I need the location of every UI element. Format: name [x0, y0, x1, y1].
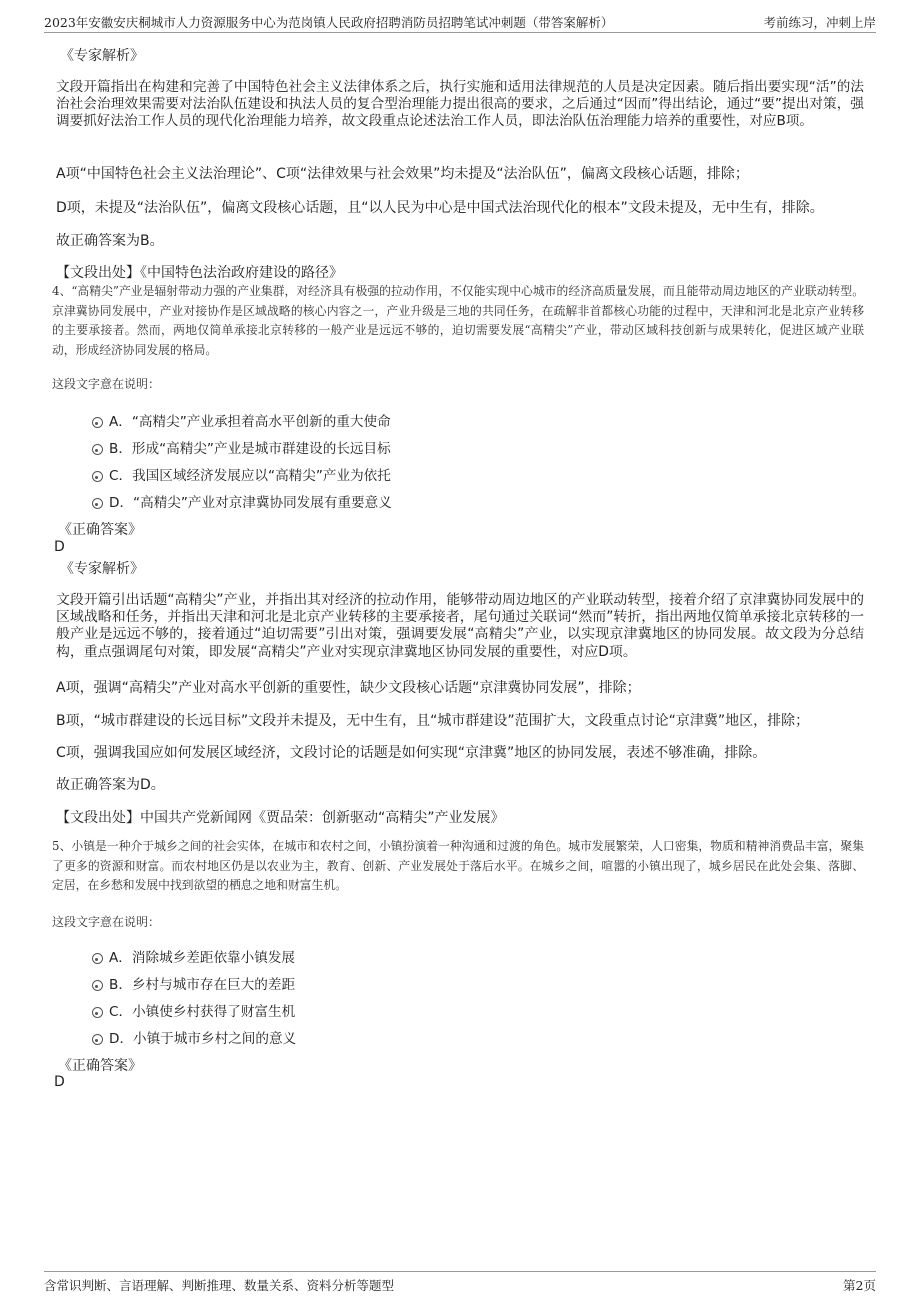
option-label: D．“高精尖”产业对京津冀协同发展有重要意义 — [109, 495, 392, 511]
q4-answer-label: 《正确答案》 — [58, 522, 142, 538]
option-label: C．我国区域经济发展应以“高精尖”产业为依托 — [109, 468, 391, 484]
q5-option-b[interactable] — [92, 973, 295, 995]
q5-answer-label: 《正确答案》 — [58, 1058, 142, 1074]
q4-c-explanation: C项，强调我国应如何发展区域经济，文段讨论的话题是如何实现“京津冀”地区的协同发展，表述不够准确，排除。 — [56, 745, 767, 761]
q4-option-c[interactable] — [92, 464, 391, 486]
option-label: B．形成“高精尖”产业是城市群建设的长远目标 — [109, 441, 391, 457]
q4-analysis-label: 《专家解析》 — [60, 561, 144, 577]
page-header — [44, 10, 876, 33]
q3-d-explanation: D项，未提及“法治队伍”，偏离文段核心话题，且“以人民为中心是中国式法治现代化的根本”文段未提及，无中生有，排除。 — [56, 200, 824, 216]
q4-answer: D — [54, 539, 65, 555]
radio-icon[interactable] — [92, 498, 103, 509]
page-footer — [44, 1271, 876, 1294]
option-label: C．小镇使乡村获得了财富生机 — [109, 1004, 296, 1020]
q3-source: 【文段出处】《中国特色法治政府建设的路径》 — [56, 265, 343, 281]
radio-icon[interactable] — [92, 1034, 103, 1045]
radio-icon[interactable] — [92, 444, 103, 455]
page-number: 第2页 — [843, 1278, 876, 1293]
radio-icon[interactable] — [92, 471, 103, 482]
q5-option-d[interactable] — [92, 1027, 296, 1049]
q4-passage: 4、“高精尖”产业是辐射带动力强的产业集群，对经济具有极强的拉动作用，不仅能实现中心城市的经济高质量发展，而且能带动周边地区的产业联动转型。京津冀协同发展中，产业对接协作是区域战略的核心内容之一，产业升级是三地的共同任务，在疏解非首都核心功能的过程中，天津和河北是北京产业转移的主要承接者。然而，两地仅简单承接北京转移的一般产业是远远不够的，迫切需要发展“高精尖”产业，带动区域科技创新与成果转化，促进区域产业联动，形成经济协同发展的格局。 — [52, 284, 864, 358]
option-label: A．“高精尖”产业承担着高水平创新的重大使命 — [109, 414, 391, 430]
radio-icon[interactable] — [92, 417, 103, 428]
q4-question: 这段文字意在说明： — [52, 377, 161, 391]
q3-analysis: 文段开篇指出在构建和完善了中国特色社会主义法律体系之后，执行实施和适用法律规范的人员是决定因素。随后指出要实现“活”的法治社会治理效果需要对法治队伍建设和执法人员的复合型治理能力提出很高的要求，之后通过“因而”得出结论，通过“要”提出对策，强调要抓好法治工作人员的现代化治理能力培养，故文段重点论述法治工作人员，即法治队伍治理能力培养的重要性，对应B项。 — [56, 79, 864, 130]
radio-icon[interactable] — [92, 953, 103, 964]
footer-topics: 含常识判断、言语理解、判断推理、数量关系、资料分析等题型 — [44, 1278, 395, 1293]
q4-conclusion: 故正确答案为D。 — [56, 777, 165, 793]
q5-answer: D — [54, 1074, 65, 1090]
q5-passage: 5、小镇是一种介于城乡之间的社会实体，在城市和农村之间，小镇扮演着一种沟通和过渡的角色。城市发展繁荣，人口密集，物质和精神消费品丰富，聚集了更多的资源和财富。而农村地区仍是以农业为主，教育、创新、产业发展处于落后水平。在城乡之间，喧嚣的小镇出现了，城乡居民在此处会集、落脚、定居，在乡愁和发展中找到欲望的栖息之地和财富生机。 — [52, 839, 864, 893]
q5-option-c[interactable] — [92, 1000, 295, 1022]
q4-option-a[interactable] — [92, 410, 391, 432]
option-label: A．消除城乡差距依靠小镇发展 — [109, 950, 296, 966]
q3-analysis-label: 《专家解析》 — [60, 48, 144, 64]
q3-ac-explanation: A项“中国特色社会主义法治理论”、C项“法律效果与社会效果”均未提及“法治队伍”，偏离文段核心话题，排除； — [56, 166, 749, 182]
radio-icon[interactable] — [92, 1007, 103, 1018]
q4-a-explanation: A项，强调“高精尖”产业对高水平创新的重要性，缺少文段核心话题“京津冀协同发展”，排除； — [56, 680, 641, 696]
option-label: B．乡村与城市存在巨大的差距 — [109, 977, 296, 993]
q4-analysis: 文段开篇引出话题“高精尖”产业，并指出其对经济的拉动作用，能够带动周边地区的产业联动转型，接着介绍了京津冀协同发展中的区域战略和任务，并指出天津和河北是北京产业转移的主要承接者，尾句通过关联词“然而”转折，指出两地仅简单承接北京转移的一般产业是远远不够的，接着通过“迫切需要”引出对策，强调要发展“高精尖”产业，以实现京津冀地区的协同发展。故文段为分总结构，重点强调尾句对策，即发展“高精尖”产业对实现京津冀地区协同发展的重要性，对应D项。 — [56, 592, 864, 660]
radio-icon[interactable] — [92, 980, 103, 991]
document-title: 2023年安徽安庆桐城市人力资源服务中心为范岗镇人民政府招聘消防员招聘笔试冲刺题（带答案解析） — [44, 15, 614, 30]
header-slogan: 考前练习，冲刺上岸 — [763, 15, 876, 30]
option-label: D．小镇于城市乡村之间的意义 — [109, 1031, 297, 1047]
q4-option-d[interactable] — [92, 491, 392, 513]
q4-source: 【文段出处】中国共产党新闻网《贾品荣：创新驱动“高精尖”产业发展》 — [56, 810, 505, 826]
q5-question: 这段文字意在说明： — [52, 915, 161, 929]
q3-conclusion: 故正确答案为B。 — [56, 233, 164, 249]
q5-option-a[interactable] — [92, 946, 295, 968]
q4-option-b[interactable] — [92, 437, 391, 459]
q4-b-explanation: B项，“城市群建设的长远目标”文段并未提及，无中生有，且“城市群建设”范围扩大，文段重点讨论“京津冀”地区，排除； — [56, 713, 810, 729]
